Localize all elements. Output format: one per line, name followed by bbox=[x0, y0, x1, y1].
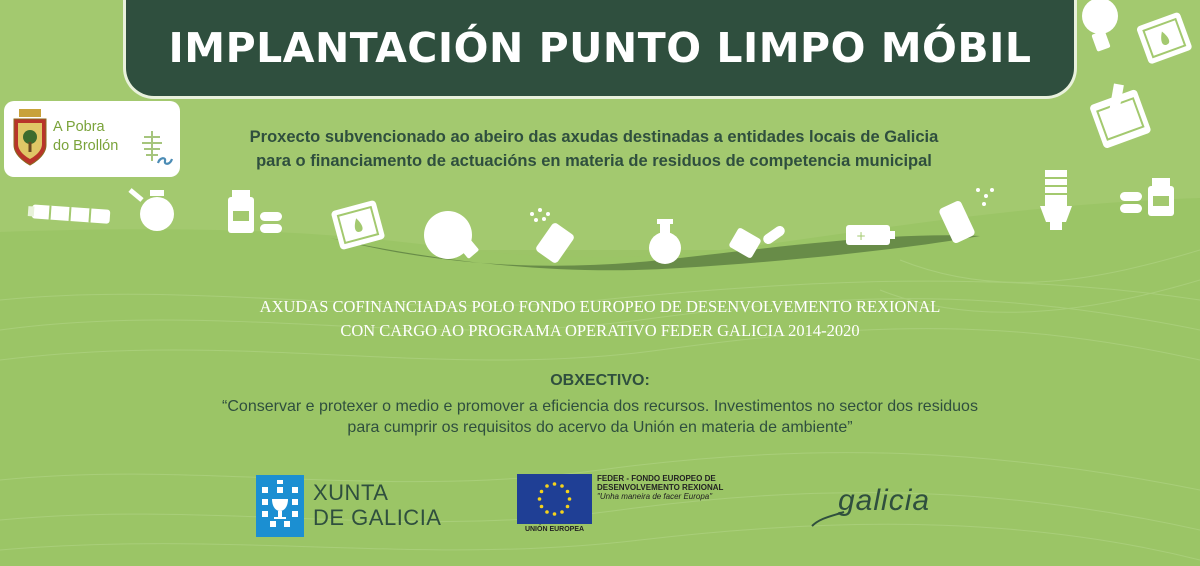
eu-label: UNIÓN EUROPEA bbox=[524, 526, 585, 533]
kettle-icon bbox=[130, 190, 174, 231]
small-medicine-bottle-icon bbox=[1148, 178, 1174, 216]
objective-line-2: para cumprir os requisitos do acervo da Unión en materia de ambiente” bbox=[347, 419, 853, 436]
galicia-logo bbox=[810, 482, 950, 530]
svg-text:+: + bbox=[856, 229, 867, 243]
fluorescent-tube-icon bbox=[28, 204, 111, 224]
top-cartridge-icon bbox=[1136, 11, 1193, 64]
energy-saving-bulb-icon bbox=[1040, 170, 1072, 230]
feder-notice bbox=[0, 295, 1200, 343]
battery-icon bbox=[846, 225, 895, 245]
feder-motto: "Unha maneira de facer Europa" bbox=[597, 492, 713, 501]
paint-bucket-icon bbox=[1085, 77, 1152, 149]
eu-flag-icon bbox=[517, 474, 592, 524]
medicine-bottle-icon bbox=[228, 190, 254, 233]
printer-cartridge-icon bbox=[331, 200, 386, 251]
eu-logo bbox=[517, 474, 747, 536]
xunta-line-2: DE GALICIA bbox=[313, 505, 442, 530]
pills-icon bbox=[260, 212, 282, 233]
top-bulb-icon bbox=[1082, 0, 1118, 52]
light-bulb-icon bbox=[424, 211, 479, 259]
feder-line-1: FEDER - FONDO EUROPEO DE bbox=[597, 474, 716, 483]
page-title: IMPLANTACIÓN PUNTO LIMPO MÓBIL bbox=[168, 24, 1032, 72]
xunta-logo bbox=[256, 475, 446, 537]
feder-notice-line-1: AXUDAS COFINANCIADAS POLO FONDO EUROPEO DE DESENVOLVEMENTO REXIONAL bbox=[259, 297, 941, 316]
municipality-name-line1: A Pobra bbox=[53, 119, 105, 135]
small-pills-icon bbox=[1120, 192, 1142, 213]
subtitle-line-1: Proxecto subvencionado ao abeiro das axudas destinadas a entidades locais de Galicia bbox=[249, 128, 939, 146]
feder-line-2: DESENVOLVEMENTO REXIONAL bbox=[597, 483, 724, 492]
objective-line-1: “Conservar e protexer o medio e promover a eficiencia dos recursos. Investimentos no sector dos residuos bbox=[222, 398, 978, 415]
municipality-name-line2: do Brollón bbox=[53, 138, 119, 154]
subtitle-line-2: para o financiamento de actuacións en materia de residuos de competencia municipal bbox=[256, 152, 932, 170]
objective-text bbox=[0, 396, 1200, 438]
xunta-shield-icon bbox=[256, 475, 304, 537]
pills-bottle-icon bbox=[728, 224, 786, 259]
feder-notice-line-2: CON CARGO AO PROGRAMA OPERATIVO FEDER GALICIA 2014-2020 bbox=[340, 321, 860, 340]
aerosol-icon bbox=[938, 188, 994, 244]
galicia-wordmark: galicia bbox=[838, 484, 931, 517]
flask-icon bbox=[649, 219, 681, 264]
xunta-line-1: XUNTA bbox=[313, 480, 389, 505]
objective-heading: OBXECTIVO: bbox=[550, 372, 650, 389]
xunta-wordmark bbox=[313, 480, 441, 530]
spray-can-icon bbox=[530, 208, 575, 264]
